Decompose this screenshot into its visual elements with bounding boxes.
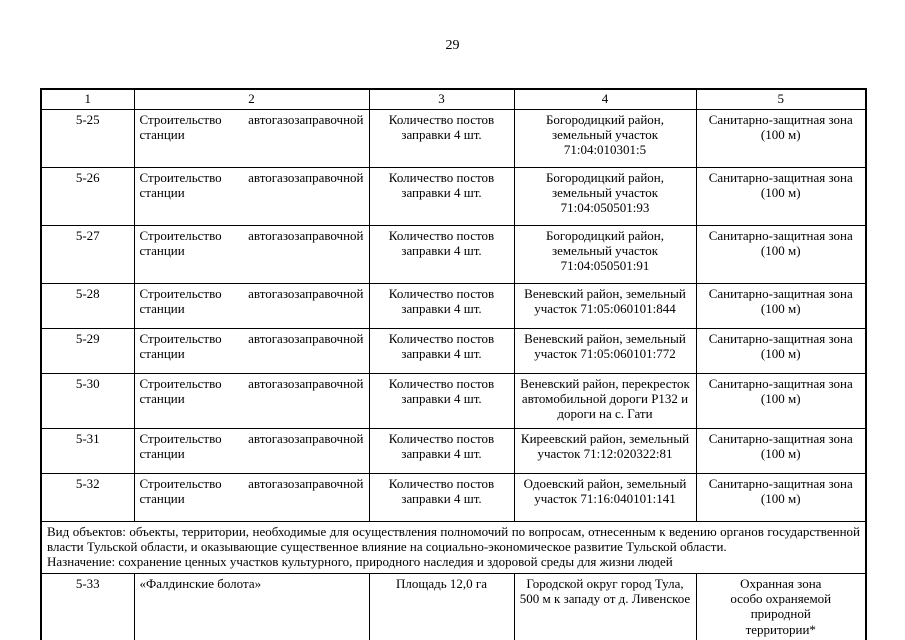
table-row (41, 225, 866, 283)
cell-location: Богородицкий район, земельный участок 71:04:010301:5 (514, 109, 696, 167)
cell-location: Веневский район, земельный участок 71:05:060101:844 (514, 283, 696, 328)
note-naznachenie: Назначение: сохранение ценных участков культурного, природного наследия и здоровой среды для жизни людей (47, 554, 673, 570)
cell-id: 5-28 (41, 283, 134, 328)
cell-zone: Санитарно-защитная зона (100 м) (696, 109, 866, 167)
cell-zone: Санитарно-защитная зона (100 м) (696, 225, 866, 283)
cell-zone: Санитарно-защитная зона (100 м) (696, 473, 866, 521)
cell-params: Количество постов заправки 4 шт. (369, 283, 514, 328)
cell-params: Количество постов заправки 4 шт. (369, 109, 514, 167)
header-col-4: 4 (514, 89, 696, 109)
cell-location: Веневский район, перекресток автомобильной дороги Р132 и дороги на с. Гати (514, 373, 696, 428)
cell-id: 5-31 (41, 428, 134, 473)
objects-table (40, 88, 867, 640)
table-row (41, 373, 866, 428)
cell-zone: Санитарно-защитная зона (100 м) (696, 167, 866, 225)
cell-location: Богородицкий район, земельный участок 71:04:050501:91 (514, 225, 696, 283)
table-row (41, 428, 866, 473)
cell-location: Киреевский район, земельный участок 71:12:020322:81 (514, 428, 696, 473)
cell-object: Строительство автогазозаправочной станции (134, 283, 369, 328)
cell-zone: Санитарно-защитная зона (100 м) (696, 373, 866, 428)
cell-zone: Санитарно-защитная зона (100 м) (696, 283, 866, 328)
cell-object: Строительство автогазозаправочной станции (134, 428, 369, 473)
cell-zone: Охранная зона особо охраняемой природной территории* (696, 573, 866, 640)
cell-params: Площадь 12,0 га (369, 573, 514, 640)
note-cell (41, 521, 866, 573)
header-col-5: 5 (696, 89, 866, 109)
cell-id: 5-25 (41, 109, 134, 167)
cell-id: 5-27 (41, 225, 134, 283)
cell-id: 5-26 (41, 167, 134, 225)
cell-zone: Санитарно-защитная зона (100 м) (696, 428, 866, 473)
cell-object: Строительство автогазозаправочной станции (134, 473, 369, 521)
cell-params: Количество постов заправки 4 шт. (369, 167, 514, 225)
table-row (41, 167, 866, 225)
cell-params: Количество постов заправки 4 шт. (369, 225, 514, 283)
page-number: 29 (445, 38, 460, 53)
cell-object: Строительство автогазозаправочной станции (134, 328, 369, 373)
cell-location: Городской округ город Тула, 500 м к западу от д. Ливенское (514, 573, 696, 640)
table-row (41, 573, 866, 640)
cell-object: Строительство автогазозаправочной станции (134, 225, 369, 283)
cell-object: «Фалдинские болота» (134, 573, 369, 640)
cell-params: Количество постов заправки 4 шт. (369, 428, 514, 473)
table-header-row (41, 89, 866, 109)
header-col-3: 3 (369, 89, 514, 109)
note-vid-obektov: Вид объектов: объекты, территории, необходимые для осуществления полномочий по вопросам, отнесенным к ведению органов государственной власти Тульской области, и оказывающие существенное влияние на социально-экономическое развитие Тульской области. (47, 523, 860, 554)
table-row (41, 473, 866, 521)
cell-object: Строительство автогазозаправочной станции (134, 167, 369, 225)
cell-params: Количество постов заправки 4 шт. (369, 473, 514, 521)
table-row (41, 328, 866, 373)
table-row (41, 283, 866, 328)
note-row (41, 521, 866, 573)
header-col-2: 2 (134, 89, 369, 109)
cell-zone: Санитарно-защитная зона (100 м) (696, 328, 866, 373)
cell-id: 5-32 (41, 473, 134, 521)
header-col-1: 1 (41, 89, 134, 109)
cell-params: Количество постов заправки 4 шт. (369, 328, 514, 373)
cell-id: 5-30 (41, 373, 134, 428)
cell-location: Одоевский район, земельный участок 71:16:040101:141 (514, 473, 696, 521)
cell-object: Строительство автогазозаправочной станции (134, 373, 369, 428)
cell-params: Количество постов заправки 4 шт. (369, 373, 514, 428)
cell-location: Веневский район, земельный участок 71:05:060101:772 (514, 328, 696, 373)
cell-location: Богородицкий район, земельный участок 71:04:050501:93 (514, 167, 696, 225)
cell-id: 5-33 (41, 573, 134, 640)
cell-id: 5-29 (41, 328, 134, 373)
table-row (41, 109, 866, 167)
cell-object: Строительство автогазозаправочной станции (134, 109, 369, 167)
